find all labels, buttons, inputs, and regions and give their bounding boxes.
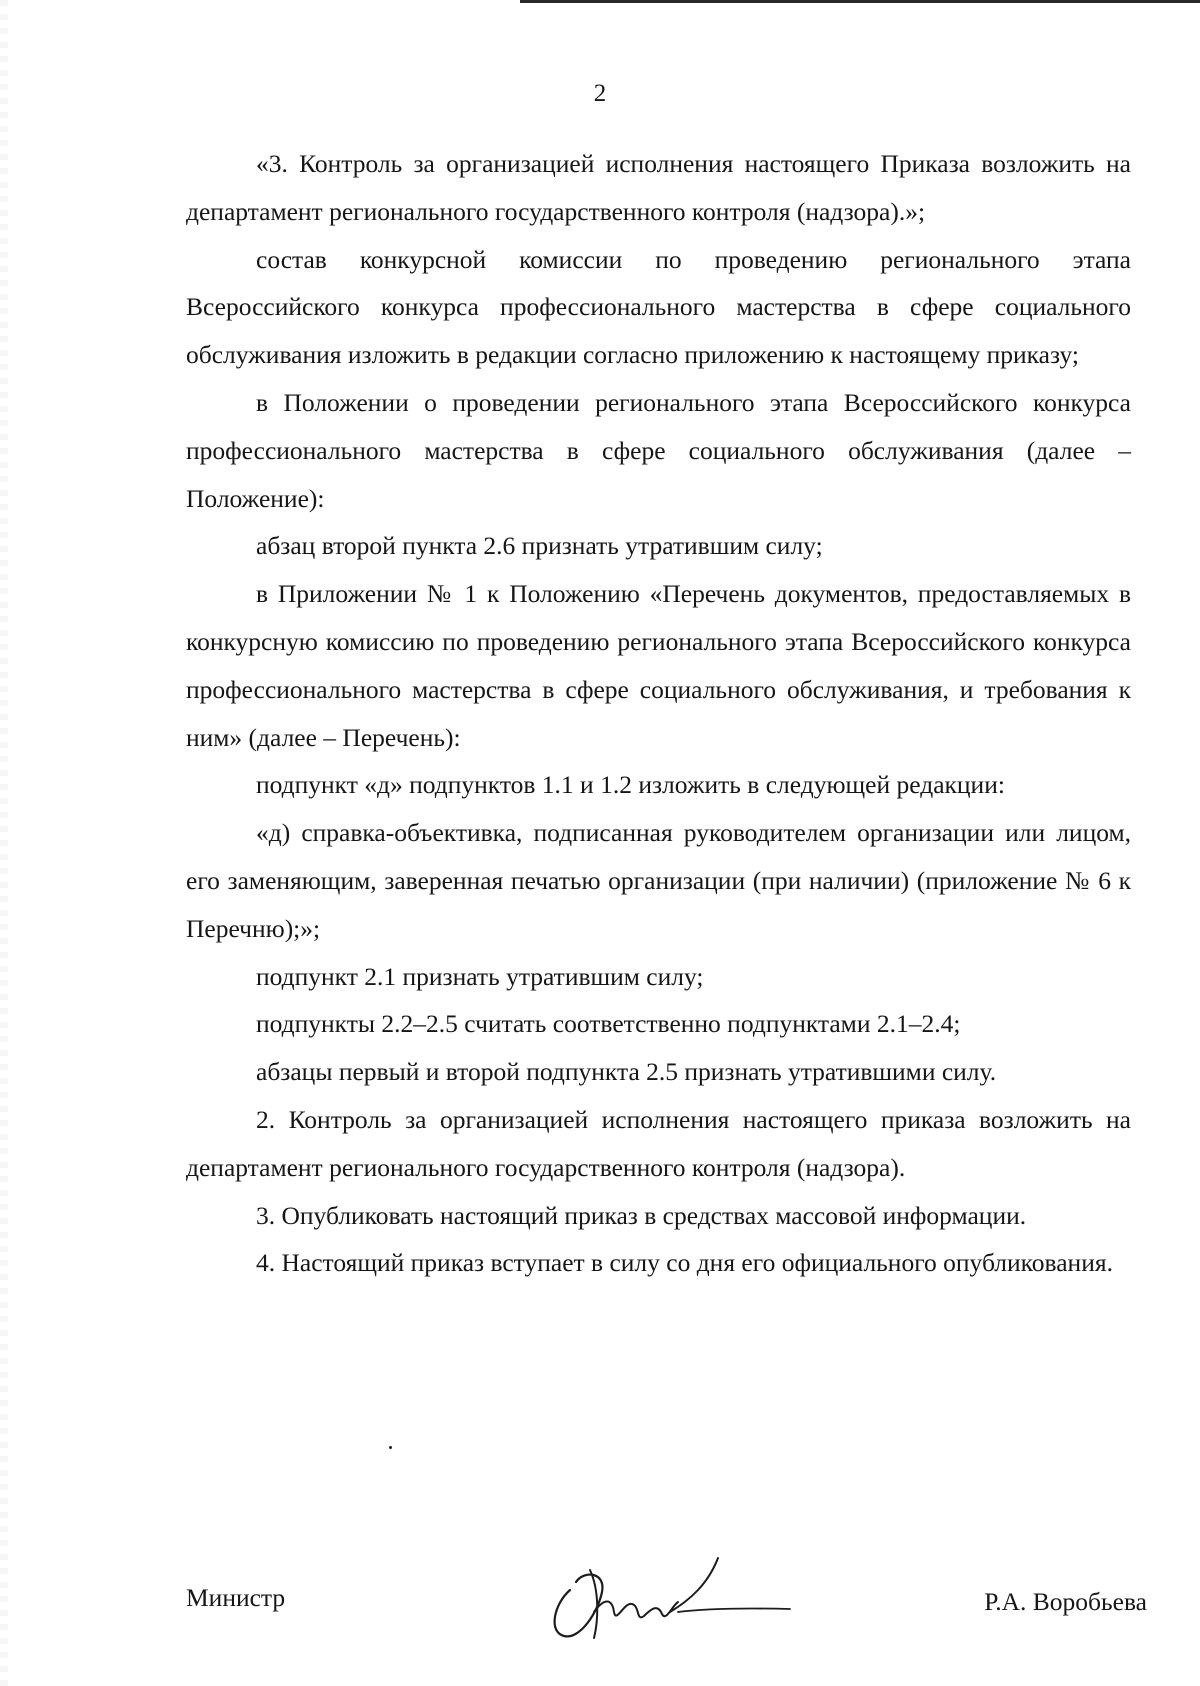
scan-dot-artifact	[389, 1446, 392, 1449]
page-number: 2	[593, 80, 607, 107]
paragraph-point-3: 3. Опубликовать настоящий приказ в средствах массовой информации.	[256, 1200, 1027, 1230]
paragraph-appendix-1: в Приложении № 1 к Положению «Перечень документов, предоставляемых в конкурсную комиссию по проведению регионального этапа Всероссийского конкурса профессионального мастерства в сфере социального обслуживания, и требования к ним» (далее – Перечень):	[186, 579, 1131, 752]
paragraph-commission: состав конкурсной комиссии по проведению регионального этапа Всероссийского конкурса профессионального мастерства в сфере социального обслуживания изложить в редакции согласно приложению к настоящему приказу;	[186, 244, 1131, 370]
signatory-name: Р.А. Воробьева	[984, 1587, 1147, 1616]
signatory-title: Министр	[186, 1583, 286, 1612]
paragraph-subitem-2-5: абзацы первый и второй подпункта 2.5 признать утратившими силу.	[256, 1057, 997, 1087]
scan-edge-artifact	[0, 0, 8, 1686]
paragraph-subitem-2-1: подпункт 2.1 признать утратившим силу;	[256, 961, 704, 991]
document-body	[186, 140, 1131, 1287]
scan-top-border	[520, 0, 1200, 3]
paragraph-point-4: 4. Настоящий приказ вступает в силу со дня его официального опубликования.	[256, 1248, 1113, 1278]
paragraph-item-2-6: абзац второй пункта 2.6 признать утратившим силу;	[256, 531, 823, 561]
paragraph-reference-form: «д) справка-объективка, подписанная руководителем организации или лицом, его заменяющим, заверенная печатью организации (при наличии) (приложение № 6 к Перечню);»;	[186, 818, 1131, 943]
paragraph-control-quote: «3. Контроль за организацией исполнения настоящего Приказа возложить на департамент регионального государственного контроля (надзора).»;	[186, 149, 1131, 226]
handwritten-signature	[540, 1542, 800, 1652]
paragraph-subitem-d: подпункт «д» подпунктов 1.1 и 1.2 изложить в следующей редакции:	[256, 770, 1005, 800]
paragraph-regulation: в Положении о проведении регионального этапа Всероссийского конкурса профессионального мастерства в сфере социального обслуживания (далее – Положение):	[186, 387, 1131, 513]
paragraph-point-2: 2. Контроль за организацией исполнения настоящего приказа возложить на департамент регионального государственного контроля (надзора).	[186, 1104, 1131, 1182]
signature-block	[0, 1570, 1200, 1670]
paragraph-renumber: подпункты 2.2–2.5 считать соответственно подпунктами 2.1–2.4;	[256, 1009, 961, 1039]
